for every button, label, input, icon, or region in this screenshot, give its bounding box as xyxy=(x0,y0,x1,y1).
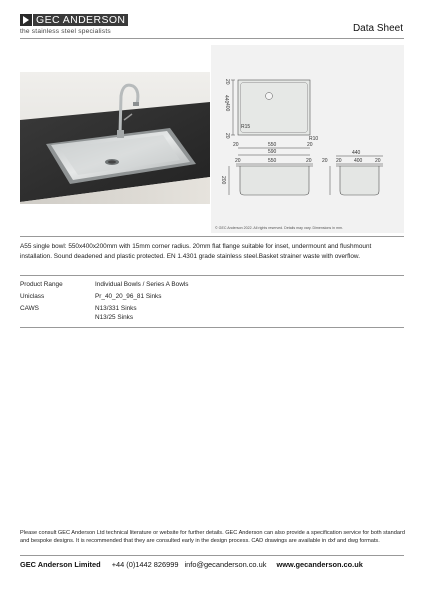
description-divider-top xyxy=(20,236,404,237)
email-link[interactable]: info@gecanderson.co.uk xyxy=(184,560,267,569)
dim-440-side-view: 440 xyxy=(352,150,361,156)
spec-label: Uniclass xyxy=(20,293,45,300)
spec-divider xyxy=(20,327,404,328)
dim-r15: R15 xyxy=(241,124,251,130)
side-dimension-labels xyxy=(322,150,381,164)
drawing-copyright: © GEC Anderson 2022. All rights reserved. Details may vary. Dimensions in mm. xyxy=(215,226,344,230)
dim-20-side-right: 20 xyxy=(375,158,381,164)
brand-tagline: the stainless steel specialists xyxy=(20,28,111,35)
website-link[interactable]: www.gecanderson.co.uk xyxy=(276,560,363,569)
description-divider-bottom xyxy=(20,275,404,276)
front-elevation xyxy=(229,164,313,195)
dim-20-top-b: 20 xyxy=(224,133,230,139)
spec-value: N13/331 Sinks xyxy=(95,305,137,312)
dim-r10: R10 xyxy=(309,136,319,142)
dim-20-flange-left: 20 xyxy=(233,142,239,148)
dim-400-side: 400 xyxy=(354,158,363,164)
dim-20-side-left: 20 xyxy=(322,158,328,164)
logo-arrow-icon xyxy=(20,14,32,26)
phone-number[interactable]: +44 (0)1442 826999 xyxy=(111,560,179,569)
dim-20-flange-right: 20 xyxy=(307,142,313,148)
company-name: GEC Anderson Limited xyxy=(20,560,101,569)
footer-note: Please consult GEC Anderson Ltd technical literature or website for further details. GEC Anderson can also provide a specification service for both standard and bespoke designs. It is recommended that they are consulted early in the design process. CAD drawings are available in dxf and dwg formats. xyxy=(20,530,405,544)
dim-200-height: 200 xyxy=(220,176,226,185)
brand-logo xyxy=(20,13,128,35)
spec-value: N13/25 Sinks xyxy=(95,314,134,321)
dim-550-width: 550 xyxy=(268,142,277,148)
header-divider xyxy=(20,38,404,39)
spec-label: CAWS xyxy=(20,305,39,312)
product-description: A55 single bowl: 550x400x200mm with 15mm corner radius. 20mm flat flange suitable for inset, undermount and flushmount installation. Sound deadened and plastic protected. EN 1.4301 grade stainless steel.Basket strainer waste with overflow. xyxy=(20,243,372,260)
spec-value: Individual Bowls / Series A Bowls xyxy=(95,281,189,288)
dim-20-edge-left: 20 xyxy=(235,158,241,164)
spec-value: Pr_40_20_96_81 Sinks xyxy=(95,293,162,300)
dim-20-top-a: 20 xyxy=(224,79,230,85)
spec-label: Product Range xyxy=(20,281,63,288)
technical-drawings xyxy=(211,45,404,233)
dim-20-edge-right: 20 xyxy=(306,158,312,164)
dim-550-front: 550 xyxy=(268,158,277,164)
dim-590-width: 590 xyxy=(268,149,277,155)
product-photo xyxy=(20,72,210,204)
document-type-title: Data Sheet xyxy=(352,23,403,34)
dim-20-side-mid: 20 xyxy=(336,158,342,164)
contact-bar xyxy=(20,560,405,569)
dim-440-side: 440 xyxy=(223,95,229,104)
footer-divider xyxy=(20,555,404,556)
dim-400-depth: 400 xyxy=(224,103,230,112)
brand-name: GEC ANDERSON xyxy=(33,14,128,26)
